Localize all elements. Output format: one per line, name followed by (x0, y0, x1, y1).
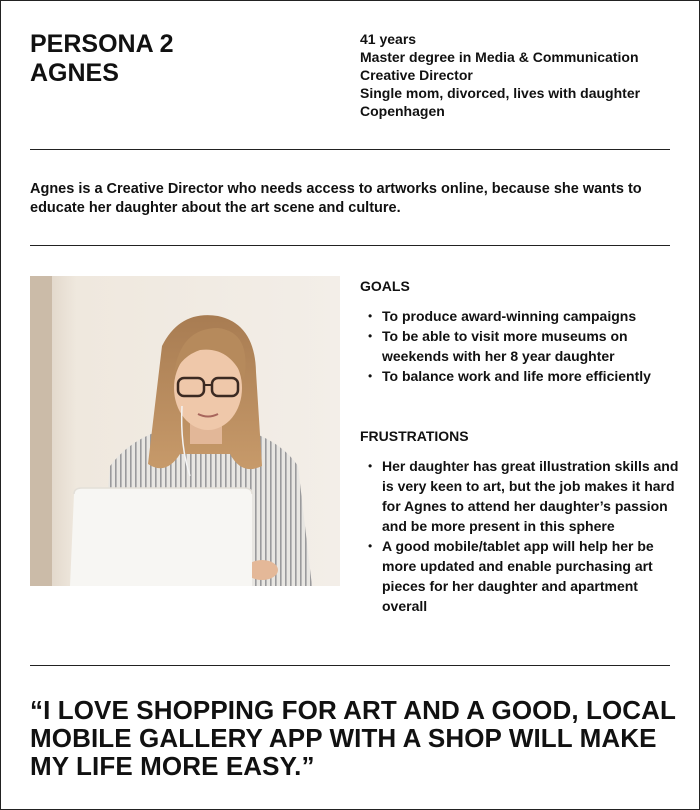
list-item: • Her daughter has great illustration skills and is very keen to art, but the job makes it hard for Agnes to attend her daughter’s passion and be more present in this sphere (360, 456, 680, 536)
divider (30, 149, 670, 150)
fact-age: 41 years (360, 31, 417, 47)
persona-photo (30, 276, 340, 586)
divider (30, 665, 670, 666)
fact-location: Copenhagen (360, 103, 445, 119)
frustrations-heading: FRUSTRATIONS (360, 428, 469, 444)
list-item: • To be able to visit more museums on weekends with her 8 year daughter (360, 326, 680, 366)
fact-education: Master degree in Media & Communication (360, 49, 639, 65)
persona-quote: “I LOVE SHOPPING FOR ART AND A GOOD, LOCAL MOBILE GALLERY APP WITH A SHOP WILL MAKE MY LIFE MORE EASY.” (30, 695, 676, 781)
list-item: • A good mobile/tablet app will help her be more updated and enable purchasing art pieces for her daughter and apartment overall (360, 536, 680, 616)
fact-occupation: Creative Director (360, 67, 473, 83)
goals-list (360, 306, 680, 386)
frustrations-list (360, 456, 680, 616)
list-item: • To balance work and life more efficiently (360, 366, 680, 386)
persona-title (30, 30, 340, 88)
divider (30, 245, 670, 246)
persona-label: PERSONA 2 (30, 30, 174, 58)
fact-family: Single mom, divorced, lives with daughter (360, 85, 641, 101)
persona-name: AGNES (30, 59, 119, 87)
goals-heading: GOALS (360, 278, 410, 294)
persona-facts (360, 30, 680, 120)
persona-summary: Agnes is a Creative Director who needs access to artworks online, because she wants to educate her daughter about the art scene and culture. (30, 181, 642, 216)
list-item: • To produce award-winning campaigns (360, 306, 680, 326)
